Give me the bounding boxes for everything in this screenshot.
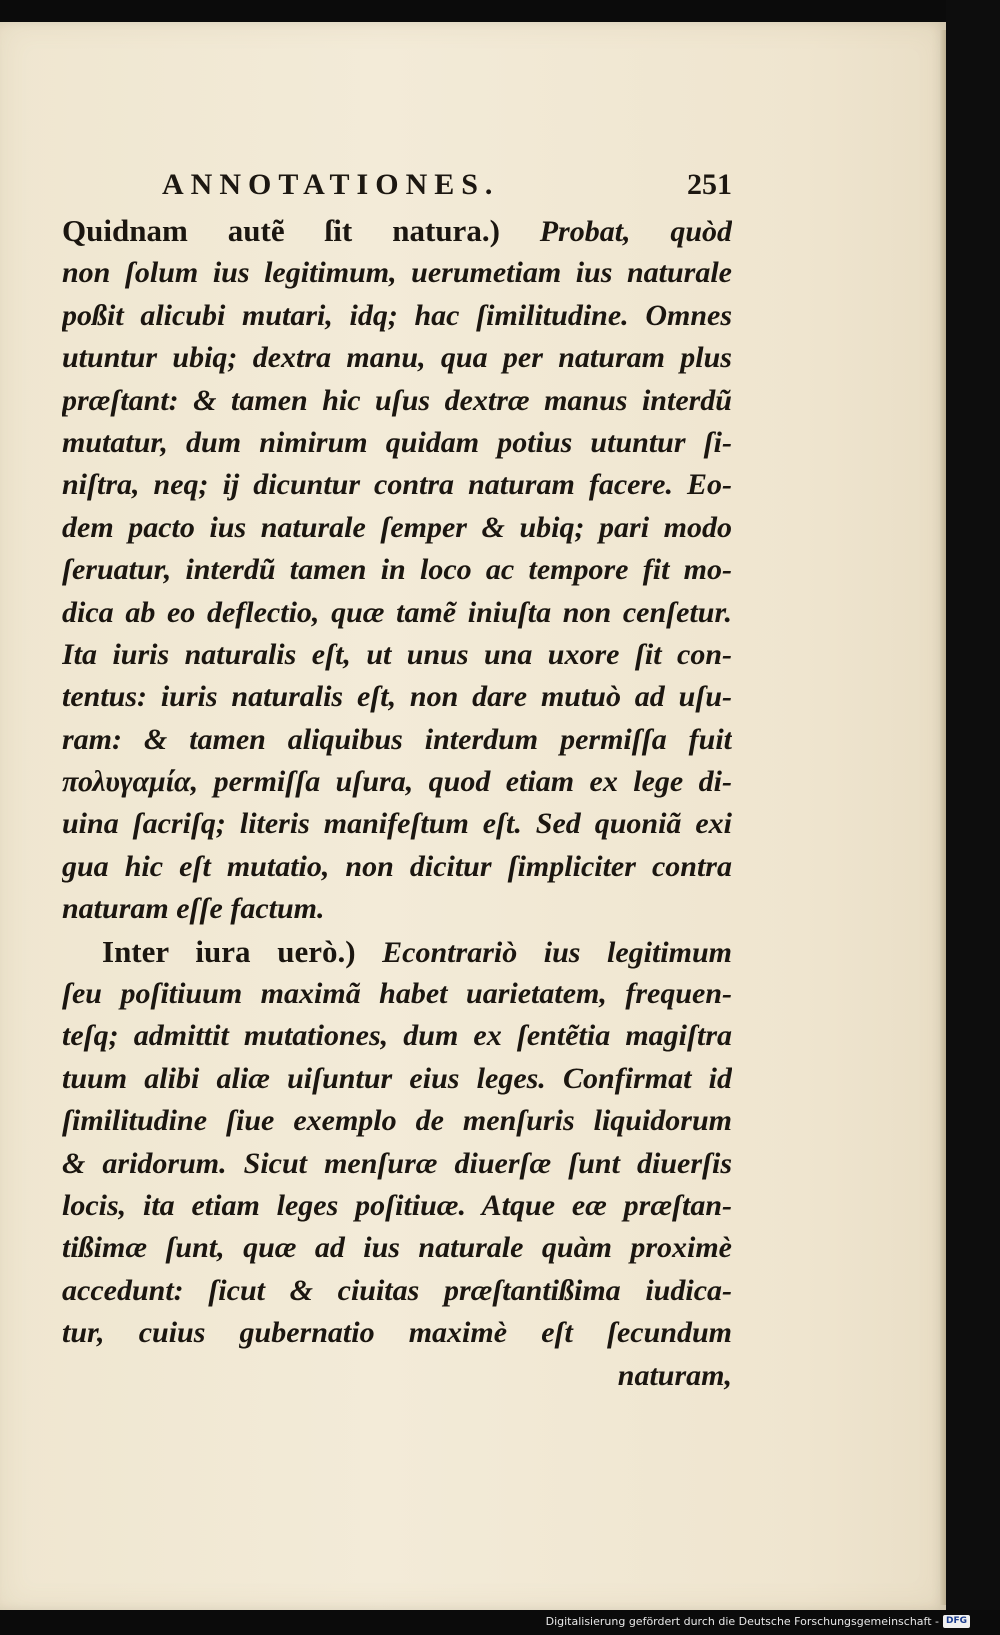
digitization-credit: [546, 1615, 970, 1628]
text-line: [62, 931, 732, 973]
text-line: [62, 846, 732, 888]
text-line: [62, 380, 732, 422]
text-line: [62, 422, 732, 464]
text-line: [62, 1100, 732, 1142]
line-text: utuntur ubiq; dextra manu, qua per naturam plus: [62, 341, 732, 375]
line-text: tentus: iuris naturalis eſt, non dare mutuò ad uſu-: [62, 680, 732, 714]
page-header: [162, 168, 732, 208]
line-text: & aridorum. Sicut menſuræ diuerſæ ſunt diuerſis: [62, 1146, 732, 1180]
scan-background-right: [946, 0, 1000, 1635]
line-text: poßit alicubi mutari, idq; hac ſimilitudine. Omnes: [62, 298, 732, 332]
line-text: præſtant: & tamen hic uſus dextræ manus interdũ: [62, 383, 732, 417]
text-line: [62, 337, 732, 379]
running-title: ANNOTATIONES.: [162, 168, 500, 201]
line-text: Ita iuris naturalis eſt, ut unus una uxore ſit con-: [62, 637, 732, 671]
text-line: [62, 295, 732, 337]
text-line: [62, 1015, 732, 1057]
text-line: [62, 210, 732, 252]
text-line: [62, 592, 732, 634]
dfg-logo-icon: DFG: [943, 1615, 970, 1628]
text-line: [62, 1143, 732, 1185]
text-line: [62, 973, 732, 1015]
line-text: dica ab eo deflectio, quæ tamẽ iniuſta non cenſetur.: [62, 595, 732, 629]
line-text: uina ſacriſq; literis manifeſtum eſt. Sed quoniã exi: [62, 807, 732, 841]
line-text: naturam,: [617, 1358, 732, 1392]
line-text: Probat, quòd: [499, 215, 732, 248]
text-line: [62, 464, 732, 506]
line-text: ſeruatur, interdũ tamen in loco ac tempore fit mo-: [62, 553, 732, 587]
line-text: ram: & tamen aliquibus interdum permiſſa fuit: [62, 722, 732, 756]
text-line: [62, 719, 732, 761]
line-text: locis, ita etiam leges poſitiuæ. Atque eæ præſtan-: [62, 1188, 732, 1222]
lemma: Inter iura uerò.): [102, 933, 356, 969]
text-line: [62, 634, 732, 676]
line-text: gua hic eſt mutatio, non dicitur ſimpliciter contra: [62, 849, 732, 883]
text-line: [62, 252, 732, 294]
line-text: naturam eſſe factum.: [62, 892, 325, 926]
line-text: accedunt: ſicut & ciuitas præſtantißima iudica-: [62, 1273, 732, 1307]
line-text: πολυγαμία, permiſſa uſura, quod etiam ex lege di-: [62, 765, 732, 799]
line-text: Econtrariò ius legitimum: [355, 935, 732, 969]
line-text: tur, cuius gubernatio maximè eſt ſecundum: [62, 1316, 732, 1350]
line-text: dem pacto ius naturale ſemper & ubiq; pari modo: [62, 510, 732, 544]
text-line: [62, 1355, 732, 1397]
text-line: [62, 1185, 732, 1227]
text-line: [62, 761, 732, 803]
lemma: Quidnam autẽ ſit natura.): [62, 213, 500, 248]
text-line: [62, 676, 732, 718]
line-text: mutatur, dum nimirum quidam potius utuntur ſi-: [62, 425, 732, 459]
credit-text: Digitalisierung gefördert durch die Deutsche Forschungsgemeinschaft -: [545, 1615, 939, 1628]
page-number: 251: [687, 168, 732, 201]
text-line: [62, 1270, 732, 1312]
text-line: [62, 803, 732, 845]
line-text: non ſolum ius legitimum, uerumetiam ius naturale: [62, 256, 732, 290]
text-line: [62, 549, 732, 591]
text-line: [62, 507, 732, 549]
body-text: [62, 210, 732, 1397]
line-text: tuum alibi aliæ uiſuntur eius leges. Confirmat id: [62, 1061, 732, 1095]
line-text: tißimæ ſunt, quæ ad ius naturale quàm proximè: [62, 1231, 732, 1265]
text-line: [62, 1227, 732, 1269]
line-text: niſtra, neq; ij dicuntur contra naturam facere. Eo-: [62, 468, 732, 502]
line-text: ſeu poſitiuum maximã habet uarietatem, frequen-: [62, 977, 732, 1011]
text-line: [62, 1058, 732, 1100]
text-line: [62, 1312, 732, 1354]
line-text: ſimilitudine ſiue exemplo de menſuris liquidorum: [62, 1104, 732, 1138]
text-line: [62, 888, 732, 930]
line-text: teſq; admittit mutationes, dum ex ſentẽtia magiſtra: [62, 1019, 732, 1053]
